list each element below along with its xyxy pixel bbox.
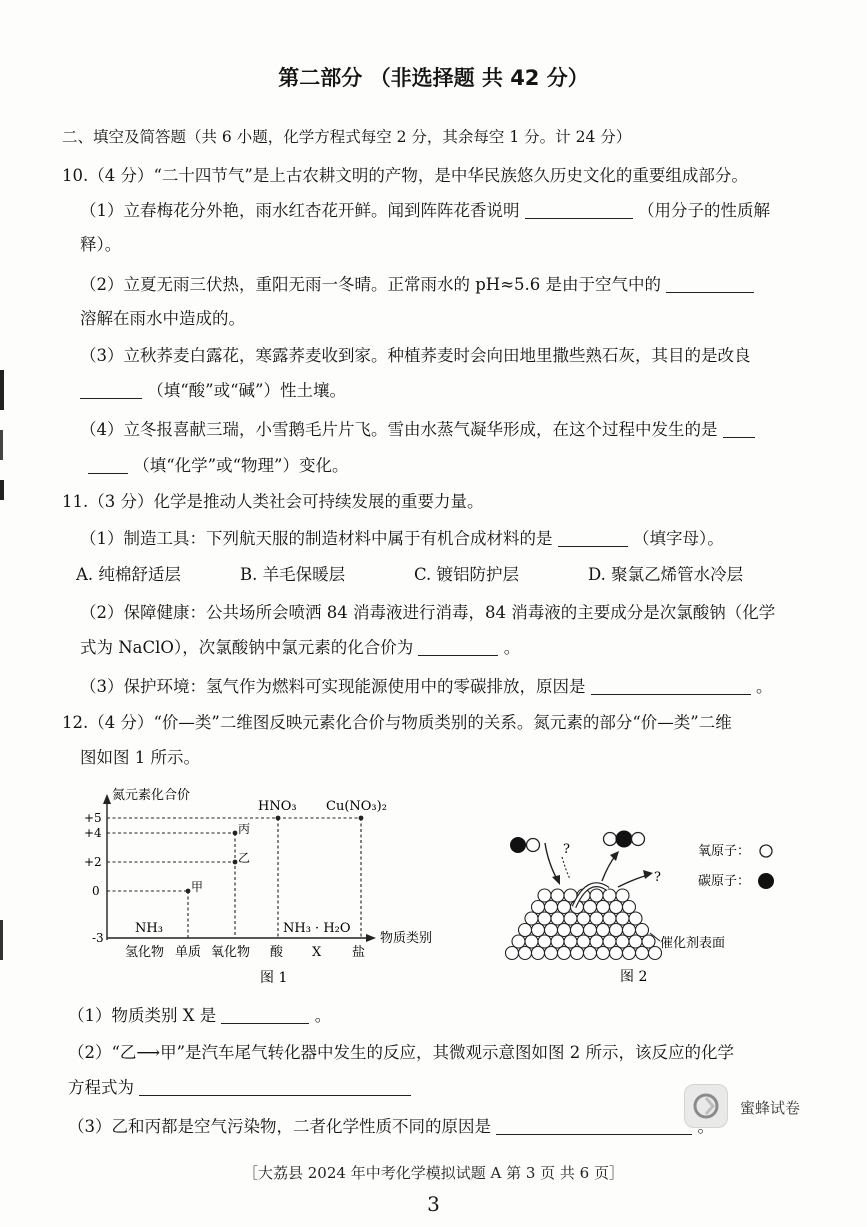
ytick-0: 0 bbox=[92, 884, 100, 898]
catalyst-atom bbox=[577, 912, 590, 925]
xtick-element: 单质 bbox=[175, 945, 202, 960]
label-yi: 乙 bbox=[238, 851, 251, 865]
catalyst-atom bbox=[512, 935, 525, 948]
xtick-acid: 酸 bbox=[270, 945, 284, 960]
q11-part1-hint: （填字母）。 bbox=[633, 529, 724, 548]
point-jia bbox=[186, 889, 191, 894]
xtick-salt: 盐 bbox=[352, 945, 366, 960]
catalyst-atom bbox=[532, 901, 545, 914]
q11-part3-text: （3）保护环境：氢气作为燃料可实现能源使用中的零碳排放，原因是 bbox=[80, 677, 586, 696]
catalyst-atom bbox=[623, 924, 636, 937]
catalyst-atom bbox=[551, 912, 564, 925]
catalyst-atom bbox=[610, 947, 623, 960]
catalyst-atom bbox=[616, 935, 629, 948]
catalyst-atom bbox=[642, 935, 655, 948]
figure-2-caption: 图 2 bbox=[620, 969, 648, 985]
point-cuno3 bbox=[359, 816, 364, 821]
catalyst-atom bbox=[590, 889, 603, 902]
arrow-out-right bbox=[618, 875, 648, 887]
molecule-co2-o2 bbox=[632, 833, 645, 846]
catalyst-atom bbox=[636, 924, 649, 937]
point-yi bbox=[233, 860, 238, 865]
q12-part2-tail bbox=[68, 1077, 411, 1099]
q11-option-a: A. 纯棉舒适层 bbox=[76, 565, 181, 584]
molecule-co2-o1 bbox=[604, 833, 617, 846]
q10-part1-tail: 释）。 bbox=[80, 235, 122, 254]
q12-part2-blank[interactable] bbox=[139, 1079, 411, 1096]
q11-part3-end: 。 bbox=[756, 677, 773, 696]
catalyst-atom bbox=[525, 935, 538, 948]
point-bing bbox=[233, 831, 238, 836]
q11-option-b: B. 羊毛保暖层 bbox=[240, 565, 346, 584]
catalyst-atom bbox=[519, 924, 532, 937]
q10-part4-blank[interactable] bbox=[723, 421, 755, 438]
catalyst-atom bbox=[538, 935, 551, 948]
q12-part3-text: （3）乙和丙都是空气污染物，二者化学性质不同的原因是 bbox=[68, 1117, 491, 1136]
label-hno3: HNO₃ bbox=[258, 799, 297, 814]
q12-stem: 12.（4 分）“价—类”二维图反映元素化合价与物质类别的关系。氮元素的部分“价—类”二维 bbox=[62, 713, 732, 732]
q10-stem: 10.（4 分）“二十四节气”是上古农耕文明的产物，是中华民族悠久历史文化的重要组成部分。 bbox=[62, 166, 748, 185]
molecule-co-c bbox=[510, 837, 526, 853]
q12-part1 bbox=[68, 1005, 331, 1027]
catalyst-atom bbox=[558, 924, 571, 937]
scan-edge-marks bbox=[0, 360, 6, 1010]
q10-part4 bbox=[80, 419, 755, 441]
q12-part1-text: （1）物质类别 X 是 bbox=[68, 1006, 217, 1025]
label-bing: 丙 bbox=[238, 822, 251, 836]
catalyst-atom bbox=[603, 889, 616, 902]
q12-part2: （2）“乙⟶甲”是汽车尾气转化器中发生的反应，其微观示意图如图 2 所示，该反应的化学 bbox=[68, 1043, 735, 1062]
q11-part2-text: 式为 NaClO），次氯酸钠中氯元素的化合价为 bbox=[80, 638, 414, 657]
q11-option-d: D. 聚氯乙烯管水冷层 bbox=[588, 565, 744, 584]
q12-part2-text: 方程式为 bbox=[68, 1078, 134, 1097]
q10-part4-tail bbox=[88, 455, 349, 477]
q11-part3-blank[interactable] bbox=[591, 678, 751, 695]
q10-part1 bbox=[80, 200, 770, 222]
q10-part2 bbox=[80, 274, 754, 296]
figure-1-caption: 图 1 bbox=[260, 970, 288, 986]
q11-part2-tail bbox=[80, 637, 520, 659]
x-axis-arrow bbox=[366, 934, 376, 942]
molecule-co-o bbox=[527, 839, 540, 852]
section-intro: 二、填空及简答题（共 6 小题，化学方程式每空 2 分，其余每空 1 分。计 24 分） bbox=[62, 128, 632, 146]
y-axis-label: 氮元素化合价 bbox=[112, 788, 191, 803]
q12-part1-end: 。 bbox=[314, 1006, 332, 1025]
arrow-in-dashed bbox=[562, 857, 570, 879]
ytick-plus4: +4 bbox=[84, 826, 102, 840]
guide-lines bbox=[107, 818, 361, 938]
catalyst-atom bbox=[597, 901, 610, 914]
label-jia: 甲 bbox=[191, 880, 204, 894]
catalyst-atom bbox=[577, 935, 590, 948]
bee-logo-icon bbox=[685, 1085, 727, 1127]
q10-part3-hint: （填“酸”或“碱”）性土壤。 bbox=[147, 381, 346, 400]
page-title: 第二部分 （非选择题 共 42 分） bbox=[278, 66, 589, 90]
y-axis-arrow bbox=[103, 794, 111, 804]
xtick-hydride: 氢化物 bbox=[125, 945, 165, 960]
catalyst-atom bbox=[571, 947, 584, 960]
question-mark-2: ? bbox=[654, 870, 661, 885]
xtick-x: X bbox=[312, 945, 322, 960]
catalyst-atom bbox=[584, 947, 597, 960]
catalyst-atom bbox=[590, 935, 603, 948]
catalyst-atom bbox=[545, 947, 558, 960]
catalyst-atom bbox=[545, 924, 558, 937]
catalyst-atom bbox=[584, 901, 597, 914]
page-number: 3 bbox=[427, 1192, 440, 1216]
catalyst-atom bbox=[519, 947, 532, 960]
q10-part4-hint: （填“化学”或“物理”）变化。 bbox=[133, 456, 349, 475]
q10-part1-hint: （用分子的性质解 bbox=[638, 201, 770, 220]
catalyst-atom bbox=[564, 935, 577, 948]
legend-carbon-atom bbox=[758, 873, 774, 889]
q11-stem: 11.（3 分）化学是推动人类社会可持续发展的重要力量。 bbox=[62, 492, 484, 511]
catalyst-atom bbox=[545, 901, 558, 914]
legend-carbon-label: 碳原子： bbox=[698, 874, 751, 889]
label-nh3: NH₃ bbox=[135, 921, 163, 936]
q10-part2-blank[interactable] bbox=[666, 276, 754, 293]
legend-oxygen-atom bbox=[760, 845, 772, 857]
catalyst-atom bbox=[623, 947, 636, 960]
ytick-minus3: -3 bbox=[92, 931, 104, 945]
catalyst-atom bbox=[551, 935, 564, 948]
q10-part4-blank2[interactable] bbox=[88, 457, 128, 474]
q11-part3 bbox=[80, 676, 773, 698]
watermark-text: 蜜蜂试卷 bbox=[740, 1099, 801, 1117]
q10-part4-text: （4）立冬报喜献三瑞，小雪鹅毛片片飞。雪由水蒸气凝华形成，在这个过程中发生的是 bbox=[80, 420, 718, 439]
catalyst-atom bbox=[610, 924, 623, 937]
catalyst-atom bbox=[636, 947, 649, 960]
q10-part3-tail bbox=[80, 380, 346, 402]
catalyst-atom bbox=[616, 912, 629, 925]
q11-part1-blank[interactable] bbox=[558, 530, 628, 547]
arrow-in-left bbox=[545, 843, 558, 881]
point-hno3 bbox=[276, 816, 281, 821]
q12-part1-blank[interactable] bbox=[221, 1007, 309, 1024]
catalyst-atom bbox=[597, 947, 610, 960]
catalyst-atom bbox=[590, 912, 603, 925]
q11-part1-text: （1）制造工具：下列航天服的制造材料中属于有机合成材料的是 bbox=[80, 529, 553, 548]
catalyst-atom bbox=[506, 947, 519, 960]
catalyst-atom bbox=[571, 924, 584, 937]
catalyst-atom bbox=[538, 889, 551, 902]
q10-part3-blank[interactable] bbox=[80, 382, 142, 399]
figure-2-micro-diagram bbox=[500, 815, 800, 995]
catalyst-atom bbox=[564, 912, 577, 925]
q11-part2-end: 。 bbox=[503, 638, 521, 657]
question-mark-1: ? bbox=[563, 842, 570, 857]
catalyst-surface-label: 催化剂表面 bbox=[660, 936, 726, 951]
catalyst-atoms bbox=[506, 889, 662, 960]
q11-option-c: C. 镀铝防护层 bbox=[414, 565, 520, 584]
catalyst-atom bbox=[603, 912, 616, 925]
x-axis-label: 物质类别 bbox=[380, 931, 433, 946]
catalyst-atom bbox=[551, 889, 564, 902]
catalyst-atom bbox=[623, 901, 636, 914]
label-nh3h2o: NH₃ · H₂O bbox=[283, 921, 351, 936]
q10-part1-blank[interactable] bbox=[525, 202, 633, 219]
xtick-oxide: 氧化物 bbox=[211, 945, 251, 960]
catalyst-atom bbox=[629, 935, 642, 948]
q12-part3 bbox=[68, 1116, 714, 1138]
catalyst-atom bbox=[584, 924, 597, 937]
ytick-plus5: +5 bbox=[84, 811, 102, 825]
molecule-co2-c bbox=[616, 831, 633, 848]
q12-part3-blank[interactable] bbox=[496, 1118, 692, 1135]
ytick-plus2: +2 bbox=[84, 855, 102, 869]
catalyst-atom bbox=[558, 901, 571, 914]
q11-part2: （2）保障健康：公共场所会喷洒 84 消毒液进行消毒，84 消毒液的主要成分是次氯酸钠（化学 bbox=[80, 603, 776, 622]
catalyst-atom bbox=[629, 912, 642, 925]
catalyst-atom bbox=[532, 947, 545, 960]
catalyst-atom bbox=[597, 924, 610, 937]
legend-oxygen-label: 氧原子： bbox=[698, 844, 751, 859]
q10-part3: （3）立秋荞麦白露花，寒露荞麦收到家。种植荞麦时会向田地里撒些熟石灰，其目的是改良 bbox=[80, 346, 751, 365]
catalyst-atom bbox=[538, 912, 551, 925]
q10-part2-text: （2）立夏无雨三伏热，重阳无雨一冬晴。正常雨水的 pH≈5.6 是由于空气中的 bbox=[80, 275, 662, 294]
label-cuno3: Cu(NO₃)₂ bbox=[326, 799, 387, 814]
q11-part1 bbox=[80, 528, 724, 550]
q12-stem-tail: 图如图 1 所示。 bbox=[80, 748, 200, 767]
q11-part2-blank[interactable] bbox=[418, 639, 498, 656]
q10-part1-text: （1）立春梅花分外艳，雨水红杏花开鲜。闻到阵阵花香说明 bbox=[80, 201, 520, 220]
catalyst-atom bbox=[558, 947, 571, 960]
catalyst-atom bbox=[525, 912, 538, 925]
catalyst-atom bbox=[532, 924, 545, 937]
page-footer: ［大荔县 2024 年中考化学模拟试题 A 第 3 页 共 6 页］ bbox=[242, 1164, 624, 1182]
catalyst-atom bbox=[603, 935, 616, 948]
watermark-logo bbox=[684, 1084, 728, 1128]
catalyst-atom bbox=[616, 889, 629, 902]
q10-part2-tail: 溶解在雨水中造成的。 bbox=[80, 309, 245, 328]
catalyst-atom bbox=[610, 901, 623, 914]
figure-1-valence-chart bbox=[80, 782, 460, 992]
